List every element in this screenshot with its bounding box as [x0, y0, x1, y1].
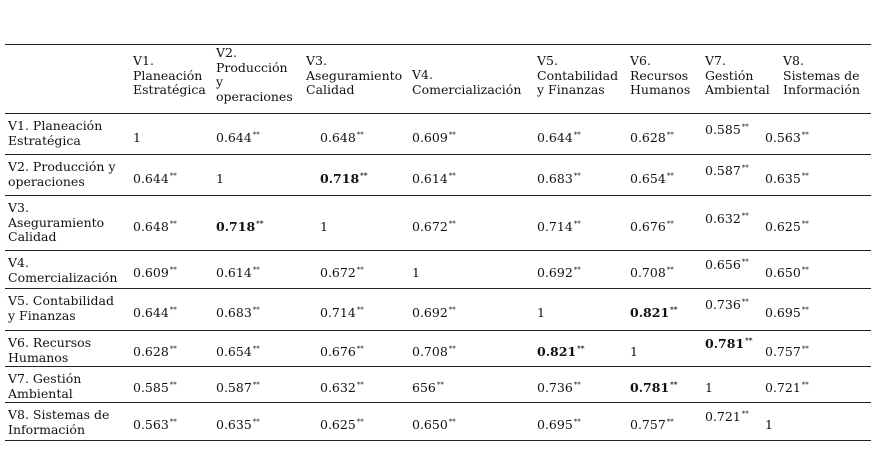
cell-value: 0.714: [320, 305, 356, 320]
table-cell: [133, 345, 177, 359]
table-cell: [412, 381, 444, 395]
row-label: [8, 160, 130, 189]
row-label-line: V1. Planeación: [8, 118, 103, 133]
cell-value: 0.718: [216, 219, 256, 234]
cell-value: 0.721: [765, 380, 801, 395]
column-header-line: V5.: [537, 53, 558, 68]
column-header-line: V1.: [133, 53, 154, 68]
table-cell: [216, 172, 224, 186]
cell-value: 0.625: [765, 219, 801, 234]
table-cell: [133, 266, 177, 280]
table-cell: [630, 345, 638, 359]
table-cell: [320, 418, 364, 432]
significance-mark: **: [169, 305, 177, 314]
table-cell: [537, 131, 581, 145]
cell-value: 0.609: [412, 130, 448, 145]
table-cell: [216, 345, 260, 359]
table-cell: [133, 381, 177, 395]
cell-value: 0.683: [216, 305, 252, 320]
significance-mark: **: [169, 417, 177, 426]
row-label-line: Calidad: [8, 229, 57, 244]
cell-value: 0.781: [630, 380, 670, 395]
table-cell: [320, 266, 364, 280]
cell-value: 0.587: [216, 380, 252, 395]
row-label-line: Humanos: [8, 349, 69, 365]
cell-value: 0.635: [216, 417, 252, 432]
cell-value: 0.609: [133, 265, 169, 280]
significance-mark: **: [573, 130, 581, 139]
significance-mark: **: [801, 265, 809, 274]
cell-value: 0.644: [133, 305, 169, 320]
significance-mark: **: [573, 219, 581, 228]
table-cell: [705, 298, 749, 312]
column-header-line: V8.: [783, 53, 804, 68]
cell-value: 0.614: [412, 171, 448, 186]
row-label-line: V6. Recursos: [8, 335, 92, 350]
significance-mark: **: [169, 344, 177, 353]
cell-value: 0.736: [705, 297, 741, 312]
column-header-line: V4.: [412, 67, 433, 82]
cell-value: 0.585: [705, 122, 741, 137]
cell-value: 0.650: [412, 417, 448, 432]
table-cell: [537, 266, 581, 280]
cell-value: 0.708: [630, 265, 666, 280]
table-cell: [705, 410, 749, 424]
row-label: [8, 201, 130, 245]
cell-value: 0.672: [412, 219, 448, 234]
cell-value: 1: [133, 130, 141, 145]
table-cell: [320, 131, 364, 145]
significance-mark: **: [436, 380, 444, 389]
table-cell: [216, 220, 263, 234]
table-cell: [537, 220, 581, 234]
table-cell: [216, 131, 260, 145]
table-cell: [133, 306, 177, 320]
table-cell: [320, 306, 364, 320]
table-cell: [630, 220, 674, 234]
table-cell: [765, 220, 809, 234]
cell-value: 0.708: [412, 344, 448, 359]
table-cell: [216, 306, 260, 320]
column-header-line: V7.: [705, 53, 726, 68]
table-cell: [412, 266, 420, 280]
table-cell: [630, 306, 677, 320]
column-header-line: Aseguramiento: [306, 67, 403, 83]
table-cell: [412, 220, 456, 234]
significance-mark: **: [666, 265, 674, 274]
cell-value: 0.676: [320, 344, 356, 359]
cell-value: 1: [216, 171, 224, 186]
significance-mark: **: [356, 344, 364, 353]
cell-value: 0.632: [705, 211, 741, 226]
column-header-line: V3.: [306, 53, 327, 68]
significance-mark: **: [666, 171, 674, 180]
row-label-line: Estratégica: [8, 132, 81, 148]
significance-mark: **: [741, 409, 749, 418]
column-header-line: Contabilidad: [537, 67, 619, 83]
row-label-line: V3.: [8, 200, 29, 215]
significance-mark: **: [356, 265, 364, 274]
significance-mark: **: [801, 305, 809, 314]
table-cell: [133, 220, 177, 234]
column-header-line: y Finanzas: [537, 82, 605, 97]
column-header-line: Producción: [216, 59, 288, 75]
table-rule: [5, 44, 871, 45]
table-cell: [412, 418, 456, 432]
cell-value: 0.683: [537, 171, 573, 186]
table-cell: [320, 345, 364, 359]
table-cell: [320, 381, 364, 395]
cell-value: 0.648: [133, 219, 169, 234]
table-cell: [630, 131, 674, 145]
table-rule: [5, 250, 871, 251]
significance-mark: **: [573, 417, 581, 426]
significance-mark: **: [252, 305, 260, 314]
significance-mark: **: [356, 417, 364, 426]
cell-value: 0.585: [133, 380, 169, 395]
cell-value: 0.692: [412, 305, 448, 320]
significance-mark: **: [448, 130, 456, 139]
cell-value: 0.821: [537, 344, 577, 359]
significance-mark: **: [169, 171, 177, 180]
table-cell: [705, 337, 752, 351]
table-cell: [537, 345, 584, 359]
significance-mark: **: [256, 218, 264, 228]
column-header: [783, 54, 860, 98]
table-cell: [765, 381, 809, 395]
significance-mark: **: [252, 130, 260, 139]
column-header-line: Calidad: [306, 82, 355, 97]
table-cell: [320, 220, 328, 234]
significance-mark: **: [801, 344, 809, 353]
column-header-line: Planeación: [133, 67, 203, 83]
significance-mark: **: [169, 219, 177, 228]
table-cell: [705, 123, 749, 137]
significance-mark: **: [448, 171, 456, 180]
table-cell: [320, 172, 367, 186]
significance-mark: **: [741, 257, 749, 266]
table-cell: [705, 258, 749, 272]
significance-mark: **: [252, 344, 260, 353]
row-label-line: operaciones: [8, 173, 85, 189]
significance-mark: **: [801, 219, 809, 228]
cell-value: 1: [537, 305, 545, 320]
cell-value: 1: [630, 344, 638, 359]
table-rule: [5, 154, 871, 155]
significance-mark: **: [573, 380, 581, 389]
row-label-line: V4.: [8, 255, 29, 270]
row-label: [8, 372, 130, 401]
column-header-line: Sistemas de: [783, 67, 860, 83]
row-label-line: Aseguramiento: [8, 214, 105, 230]
table-cell: [537, 381, 581, 395]
table-rule: [5, 402, 871, 403]
cell-value: 1: [320, 219, 328, 234]
table-cell: [705, 381, 713, 395]
cell-value: 0.587: [705, 163, 741, 178]
table-cell: [765, 266, 809, 280]
cell-value: 0.676: [630, 219, 666, 234]
significance-mark: **: [169, 265, 177, 274]
significance-mark: **: [666, 219, 674, 228]
cell-value: 0.650: [765, 265, 801, 280]
table-cell: [537, 418, 581, 432]
column-header: [537, 54, 618, 98]
row-label-line: V2. Producción y: [8, 159, 116, 174]
table-cell: [630, 418, 674, 432]
significance-mark: **: [356, 305, 364, 314]
significance-mark: **: [801, 171, 809, 180]
cell-value: 0.757: [765, 344, 801, 359]
significance-mark: **: [169, 380, 177, 389]
significance-mark: **: [577, 343, 585, 353]
table-rule: [5, 113, 871, 114]
row-label-line: Información: [8, 421, 85, 437]
significance-mark: **: [801, 130, 809, 139]
significance-mark: **: [448, 219, 456, 228]
cell-value: 0.692: [537, 265, 573, 280]
cell-value: 0.656: [705, 257, 741, 272]
table-cell: [765, 345, 809, 359]
row-label: [8, 336, 130, 365]
cell-value: 0.695: [537, 417, 573, 432]
column-header: [705, 54, 770, 98]
table-cell: [630, 381, 677, 395]
table-cell: [765, 306, 809, 320]
significance-mark: **: [360, 170, 368, 180]
column-header-line: y: [216, 74, 224, 89]
cell-value: 0.648: [320, 130, 356, 145]
cell-value: 0.736: [537, 380, 573, 395]
row-label-line: V8. Sistemas de: [8, 407, 110, 422]
cell-value: 0.614: [216, 265, 252, 280]
column-header-line: V6.: [630, 53, 651, 68]
significance-mark: **: [252, 380, 260, 389]
table-cell: [412, 306, 456, 320]
row-label-line: Ambiental: [8, 385, 73, 401]
cell-value: 0.654: [630, 171, 666, 186]
column-header-line: Ambiental: [705, 82, 770, 97]
table-cell: [412, 172, 456, 186]
table-cell: [537, 172, 581, 186]
cell-value: 0.714: [537, 219, 573, 234]
significance-mark: **: [741, 211, 749, 220]
column-header-line: V2.: [216, 45, 237, 60]
cell-value: 0.721: [705, 409, 741, 424]
table-cell: [133, 418, 177, 432]
row-label: [8, 294, 130, 323]
table-cell: [412, 131, 456, 145]
table-cell: [705, 212, 749, 226]
table-cell: [537, 306, 545, 320]
table-cell: [705, 164, 749, 178]
column-header-line: Gestión: [705, 67, 754, 83]
column-header-line: Información: [783, 82, 860, 97]
column-header: [412, 68, 521, 97]
cell-value: 0.718: [320, 171, 360, 186]
cell-value: 0.563: [133, 417, 169, 432]
column-header: [306, 54, 402, 98]
cell-value: 0.672: [320, 265, 356, 280]
significance-mark: **: [670, 379, 678, 389]
table-cell: [765, 418, 773, 432]
row-label-line: Comercialización: [8, 269, 118, 285]
column-header-line: Comercialización: [412, 81, 522, 97]
column-header: [133, 54, 206, 98]
cell-value: 0.628: [630, 130, 666, 145]
significance-mark: **: [666, 130, 674, 139]
cell-value: 0.644: [216, 130, 252, 145]
table-rule: [5, 288, 871, 289]
significance-mark: **: [741, 122, 749, 131]
table-cell: [216, 381, 260, 395]
significance-mark: **: [448, 305, 456, 314]
cell-value: 0.654: [216, 344, 252, 359]
table-rule: [5, 366, 871, 367]
table-cell: [765, 172, 809, 186]
significance-mark: **: [741, 297, 749, 306]
column-header: [630, 54, 690, 98]
cell-value: 1: [412, 265, 420, 280]
cell-value: 1: [765, 417, 773, 432]
cell-value: 0.632: [320, 380, 356, 395]
significance-mark: **: [573, 265, 581, 274]
row-label-line: V5. Contabilidad: [8, 293, 114, 308]
cell-value: 0.635: [765, 171, 801, 186]
significance-mark: **: [741, 163, 749, 172]
cell-value: 0.644: [133, 171, 169, 186]
table-cell: [133, 131, 141, 145]
significance-mark: **: [666, 417, 674, 426]
cell-value: 0.821: [630, 305, 670, 320]
significance-mark: **: [356, 380, 364, 389]
significance-mark: **: [573, 171, 581, 180]
row-label: [8, 408, 130, 437]
table-rule: [5, 195, 871, 196]
table-cell: [630, 266, 674, 280]
column-header-line: Recursos: [630, 67, 689, 83]
significance-mark: **: [448, 417, 456, 426]
cell-value: 656: [412, 380, 436, 395]
cell-value: 0.695: [765, 305, 801, 320]
table-cell: [630, 172, 674, 186]
row-label: [8, 119, 130, 148]
column-header-line: Estratégica: [133, 82, 206, 97]
column-header-line: Humanos: [630, 82, 691, 97]
cell-value: 0.628: [133, 344, 169, 359]
table-cell: [412, 345, 456, 359]
significance-mark: **: [252, 265, 260, 274]
row-label: [8, 256, 130, 285]
cell-value: 0.563: [765, 130, 801, 145]
table-rule: [5, 440, 871, 441]
row-label-line: y Finanzas: [8, 307, 76, 323]
cell-value: 0.625: [320, 417, 356, 432]
significance-mark: **: [356, 130, 364, 139]
table-cell: [765, 131, 809, 145]
table-rule: [5, 330, 871, 331]
significance-mark: **: [448, 344, 456, 353]
row-label-line: V7. Gestión: [8, 371, 82, 386]
significance-mark: **: [252, 417, 260, 426]
significance-mark: **: [670, 304, 678, 314]
cell-value: 0.781: [705, 336, 745, 351]
table-cell: [216, 418, 260, 432]
table-cell: [133, 172, 177, 186]
significance-mark: **: [801, 380, 809, 389]
column-header-line: operaciones: [216, 88, 293, 104]
cell-value: 0.644: [537, 130, 573, 145]
table-cell: [216, 266, 260, 280]
cell-value: 1: [705, 380, 713, 395]
column-header: [216, 46, 293, 104]
cell-value: 0.757: [630, 417, 666, 432]
significance-mark: **: [745, 335, 753, 345]
